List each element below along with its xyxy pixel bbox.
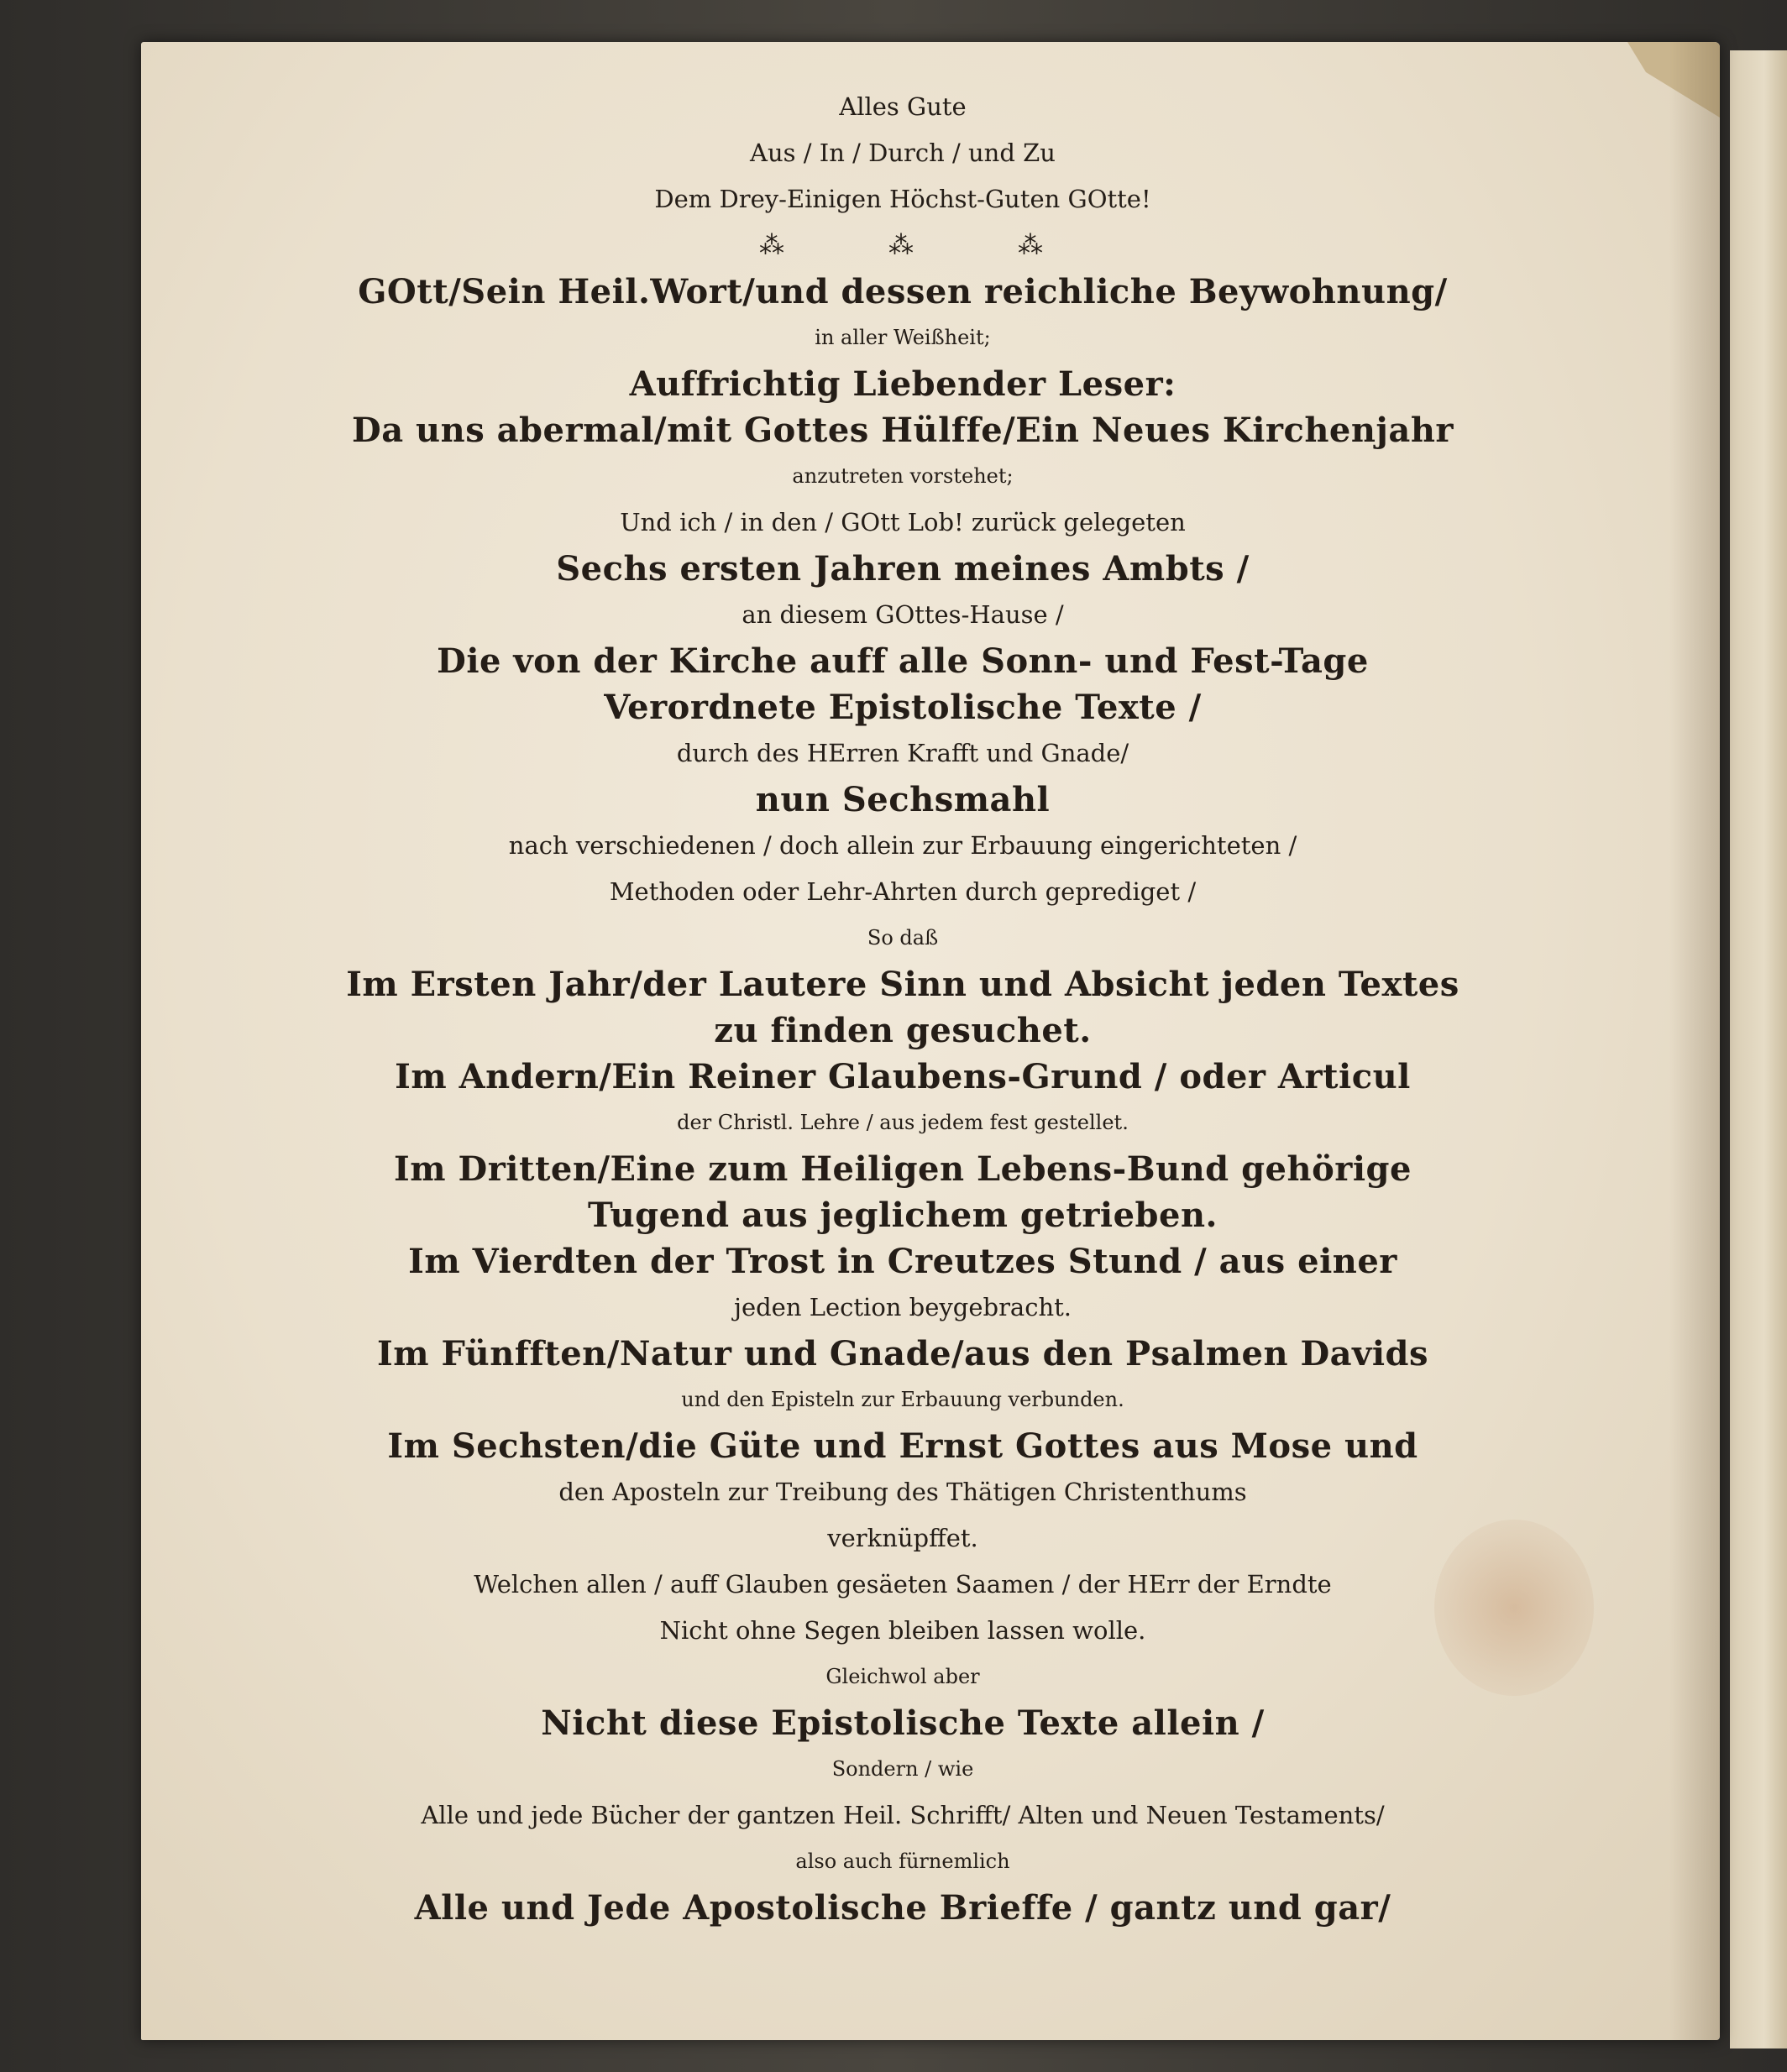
heading-line: Die von der Kirche auff alle Sonn- und Fest-Tage: [437, 641, 1369, 681]
asterism-mark: ⁂: [1018, 231, 1046, 260]
text-line: Nicht ohne Segen bleiben lassen wolle.: [659, 1616, 1146, 1645]
heading-line: nun Sechsmahl: [755, 780, 1051, 819]
heading-line: Tugend aus jeglichem getrieben.: [588, 1196, 1218, 1235]
asterism-mark: ⁂: [759, 231, 788, 260]
text-line: Alle und jede Bücher der gantzen Heil. Schrifft/ Alten und Neuen Testaments/: [421, 1801, 1385, 1829]
asterism-ornament: [260, 222, 1545, 269]
preface-text: [260, 84, 1545, 1928]
text-line: verknüpffet.: [827, 1524, 978, 1552]
heading-line: Im Fünfften/Natur und Gnade/aus den Psalmen Davids: [376, 1334, 1429, 1373]
facing-page-edge: [1730, 50, 1787, 2048]
text-line: So daß: [867, 926, 939, 950]
text-line: und den Episteln zur Erbauung verbunden.: [681, 1388, 1124, 1411]
heading-line: Im Vierdten der Trost in Creutzes Stund / aus einer: [408, 1242, 1397, 1281]
text-line: an diesem GOttes-Hause /: [742, 600, 1064, 629]
heading-line: zu finden gesuchet.: [714, 1011, 1092, 1050]
heading-line: Sechs ersten Jahren meines Ambts /: [556, 549, 1250, 589]
text-line: durch des HErren Krafft und Gnade/: [676, 739, 1129, 767]
heading-line: Im Andern/Ein Reiner Glaubens-Grund / oder Articul: [395, 1057, 1411, 1096]
text-line: Dem Drey-Einigen Höchst-Guten GOtte!: [654, 185, 1151, 213]
text-line: Welchen allen / auff Glauben gesäeten Saamen / der HErr der Erndte: [474, 1570, 1332, 1598]
heading-line: Im Ersten Jahr/der Lautere Sinn und Absicht jeden Textes: [346, 965, 1459, 1004]
text-line: Gleichwol aber: [825, 1665, 980, 1688]
heading-line: Auffrichtig Liebender Leser:: [629, 364, 1176, 404]
text-line: Alles Gute: [839, 92, 967, 121]
text-line: in aller Weißheit;: [815, 326, 991, 349]
heading-line: GOtt/Sein Heil.Wort/und dessen reichliche Beywohnung/: [358, 272, 1448, 311]
heading-line: Im Dritten/Eine zum Heiligen Lebens-Bund gehörige: [394, 1149, 1412, 1189]
heading-line: Da uns abermal/mit Gottes Hülffe/Ein Neues Kirchenjahr: [352, 411, 1454, 450]
heading-line: Verordnete Epistolische Texte /: [604, 688, 1202, 727]
text-line: Aus / In / Durch / und Zu: [750, 139, 1056, 167]
text-line: anzutreten vorstehet;: [792, 464, 1014, 488]
text-line: also auch fürnemlich: [795, 1850, 1010, 1873]
text-line: der Christl. Lehre / aus jedem fest gestellet.: [677, 1111, 1129, 1134]
text-line: jeden Lection beygebracht.: [733, 1293, 1072, 1321]
text-line: Sondern / wie: [831, 1757, 974, 1781]
heading-line: Alle und Jede Apostolische Brieffe / gantz und gar/: [414, 1888, 1391, 1928]
heading-line: Im Sechsten/die Güte und Ernst Gottes aus Mose und: [387, 1426, 1418, 1466]
text-line: Und ich / in den / GOtt Lob! zurück gelegeten: [620, 508, 1186, 536]
torn-corner: [1627, 42, 1720, 118]
text-line: Methoden oder Lehr-Ahrten durch geprediget /: [609, 877, 1197, 906]
text-line: den Aposteln zur Treibung des Thätigen Christenthums: [558, 1478, 1247, 1506]
text-line: nach verschiedenen / doch allein zur Erbauung eingerichteten /: [508, 831, 1297, 860]
heading-line: Nicht diese Epistolische Texte allein /: [541, 1703, 1265, 1743]
asterism-mark: ⁂: [888, 231, 917, 260]
